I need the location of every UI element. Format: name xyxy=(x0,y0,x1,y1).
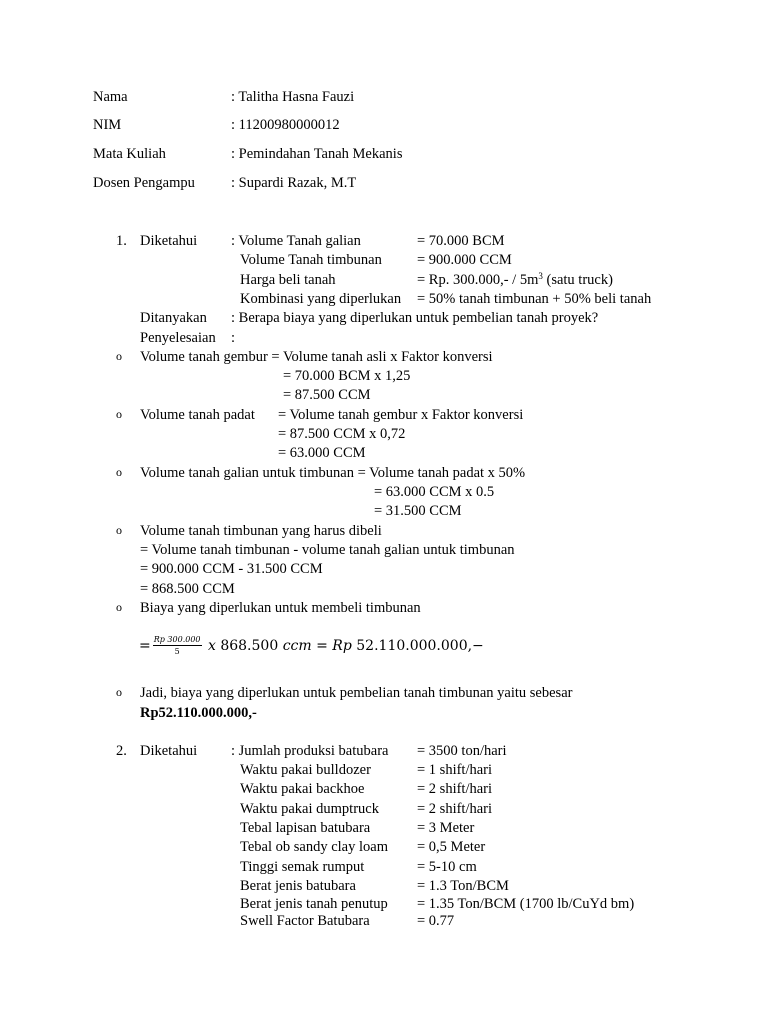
q1-number: 1. xyxy=(116,233,127,249)
q1-ditanyakan-label: Ditanyakan xyxy=(140,310,207,326)
q1-given-value-4: = 50% tanah timbunan + 50% beli tanah xyxy=(417,291,652,307)
q1-step4-line4: = 868.500 CCM xyxy=(140,581,235,597)
q1-step3-line3: = 31.500 CCM xyxy=(374,503,462,519)
q2-given-label-10: Swell Factor Batubara xyxy=(240,913,370,929)
q1-penyelesaian-colon: : xyxy=(231,330,236,346)
q2-given-value-8: = 1.3 Ton/BCM xyxy=(417,878,509,894)
q2-given-label-6: Tebal ob sandy clay loam xyxy=(240,839,388,855)
q2-given-value-1: = 3500 ton/hari xyxy=(417,743,507,759)
header-value-mata-kuliah: : Pemindahan Tanah Mekanis xyxy=(231,146,403,162)
q2-given-value-2: = 1 shift/hari xyxy=(417,762,493,778)
q1-step2-line3: = 63.000 CCM xyxy=(278,445,366,461)
bullet-icon: o xyxy=(116,465,122,479)
q1-given-label-2: Volume Tanah timbunan xyxy=(240,252,382,268)
bullet-icon: o xyxy=(116,349,122,363)
q2-given-value-4: = 2 shift/hari xyxy=(417,801,493,817)
q1-step2-line2: = 87.500 CCM x 0,72 xyxy=(278,426,406,442)
q1-diketahui-label: Diketahui xyxy=(140,233,198,249)
header-label-dosen: Dosen Pengampu xyxy=(93,175,195,191)
bullet-icon: o xyxy=(116,685,122,699)
q2-given-value-10: = 0.77 xyxy=(417,913,455,929)
q1-conclusion-amount: Rp52.110.000.000,- xyxy=(140,705,257,721)
q1-step5-line1: Biaya yang diperlukan untuk membeli timbunan xyxy=(140,600,421,616)
q2-given-label-8: Berat jenis batubara xyxy=(240,878,356,894)
q1-step4-line1: Volume tanah timbunan yang harus dibeli xyxy=(140,523,382,539)
q2-given-value-9: = 1.35 Ton/BCM (1700 lb/CuYd bm) xyxy=(417,896,635,912)
q1-conclusion-line1: Jadi, biaya yang diperlukan untuk pembelian tanah timbunan yaitu sebesar xyxy=(140,685,573,701)
q2-given-value-5: = 3 Meter xyxy=(417,820,475,836)
header-value-dosen: : Supardi Razak, M.T xyxy=(231,175,357,191)
q1-step1-line1: Volume tanah gembur = Volume tanah asli x Faktor konversi xyxy=(140,349,493,365)
q1-cost-formula: = $\frac{Rp 300.000}{5}$ x 868.500 ccm = Rp 52.110.000.000,− xyxy=(139,635,484,656)
header-label-nama: Nama xyxy=(93,89,128,105)
q1-step4-line3: = 900.000 CCM - 31.500 CCM xyxy=(140,561,323,577)
q1-ditanyakan-text: : Berapa biaya yang diperlukan untuk pembelian tanah proyek? xyxy=(231,310,599,326)
q2-given-label-5: Tebal lapisan batubara xyxy=(240,820,371,836)
q1-step4-line2: = Volume tanah timbunan - volume tanah galian untuk timbunan xyxy=(140,542,515,558)
bullet-icon: o xyxy=(116,523,122,537)
q1-penyelesaian-label: Penyelesaian xyxy=(140,330,216,346)
q2-given-value-6: = 0,5 Meter xyxy=(417,839,486,855)
q1-given-label-3: Harga beli tanah xyxy=(240,272,336,288)
header-label-nim: NIM xyxy=(93,117,122,133)
fraction: $\frac{Rp 300.000}{5}$ xyxy=(153,635,201,656)
q1-given-label-1: : Volume Tanah galian xyxy=(231,233,361,249)
q2-given-label-9: Berat jenis tanah penutup xyxy=(240,896,388,912)
q2-diketahui-label: Diketahui xyxy=(140,743,198,759)
q2-number: 2. xyxy=(116,743,127,759)
q1-given-value-2: = 900.000 CCM xyxy=(417,252,512,268)
q2-given-label-2: Waktu pakai bulldozer xyxy=(240,762,371,778)
q1-given-value-1: = 70.000 BCM xyxy=(417,233,505,249)
q2-given-value-7: = 5-10 cm xyxy=(417,859,477,875)
q2-given-label-7: Tinggi semak rumput xyxy=(240,859,365,875)
q1-step3-line2: = 63.000 CCM x 0.5 xyxy=(374,484,495,500)
header-value-nama: : Talitha Hasna Fauzi xyxy=(231,89,355,105)
bullet-icon: o xyxy=(116,600,122,614)
q2-given-label-3: Waktu pakai backhoe xyxy=(240,781,365,797)
q1-step2-label: Volume tanah padat xyxy=(140,407,255,423)
q1-given-value-3: = Rp. $300.000,- / 5m^3$ (satu truck) xyxy=(417,271,613,288)
q1-step3-line1: Volume tanah galian untuk timbunan = Volume tanah padat x 50% xyxy=(140,465,526,481)
q2-given-label-1: : Jumlah produksi batubara xyxy=(231,743,389,759)
q1-step2-line1: = Volume tanah gembur x Faktor konversi xyxy=(278,407,524,423)
q2-given-value-3: = 2 shift/hari xyxy=(417,781,493,797)
q1-step1-line2: = 70.000 BCM x 1,25 xyxy=(283,368,411,384)
q2-given-label-4: Waktu pakai dumptruck xyxy=(240,801,379,817)
q1-step1-line3: = 87.500 CCM xyxy=(283,387,371,403)
header-value-nim: : 11200980000012 xyxy=(231,117,340,133)
bullet-icon: o xyxy=(116,407,122,421)
q1-given-label-4: Kombinasi yang diperlukan xyxy=(240,291,402,307)
header-label-mata-kuliah: Mata Kuliah xyxy=(93,146,166,162)
